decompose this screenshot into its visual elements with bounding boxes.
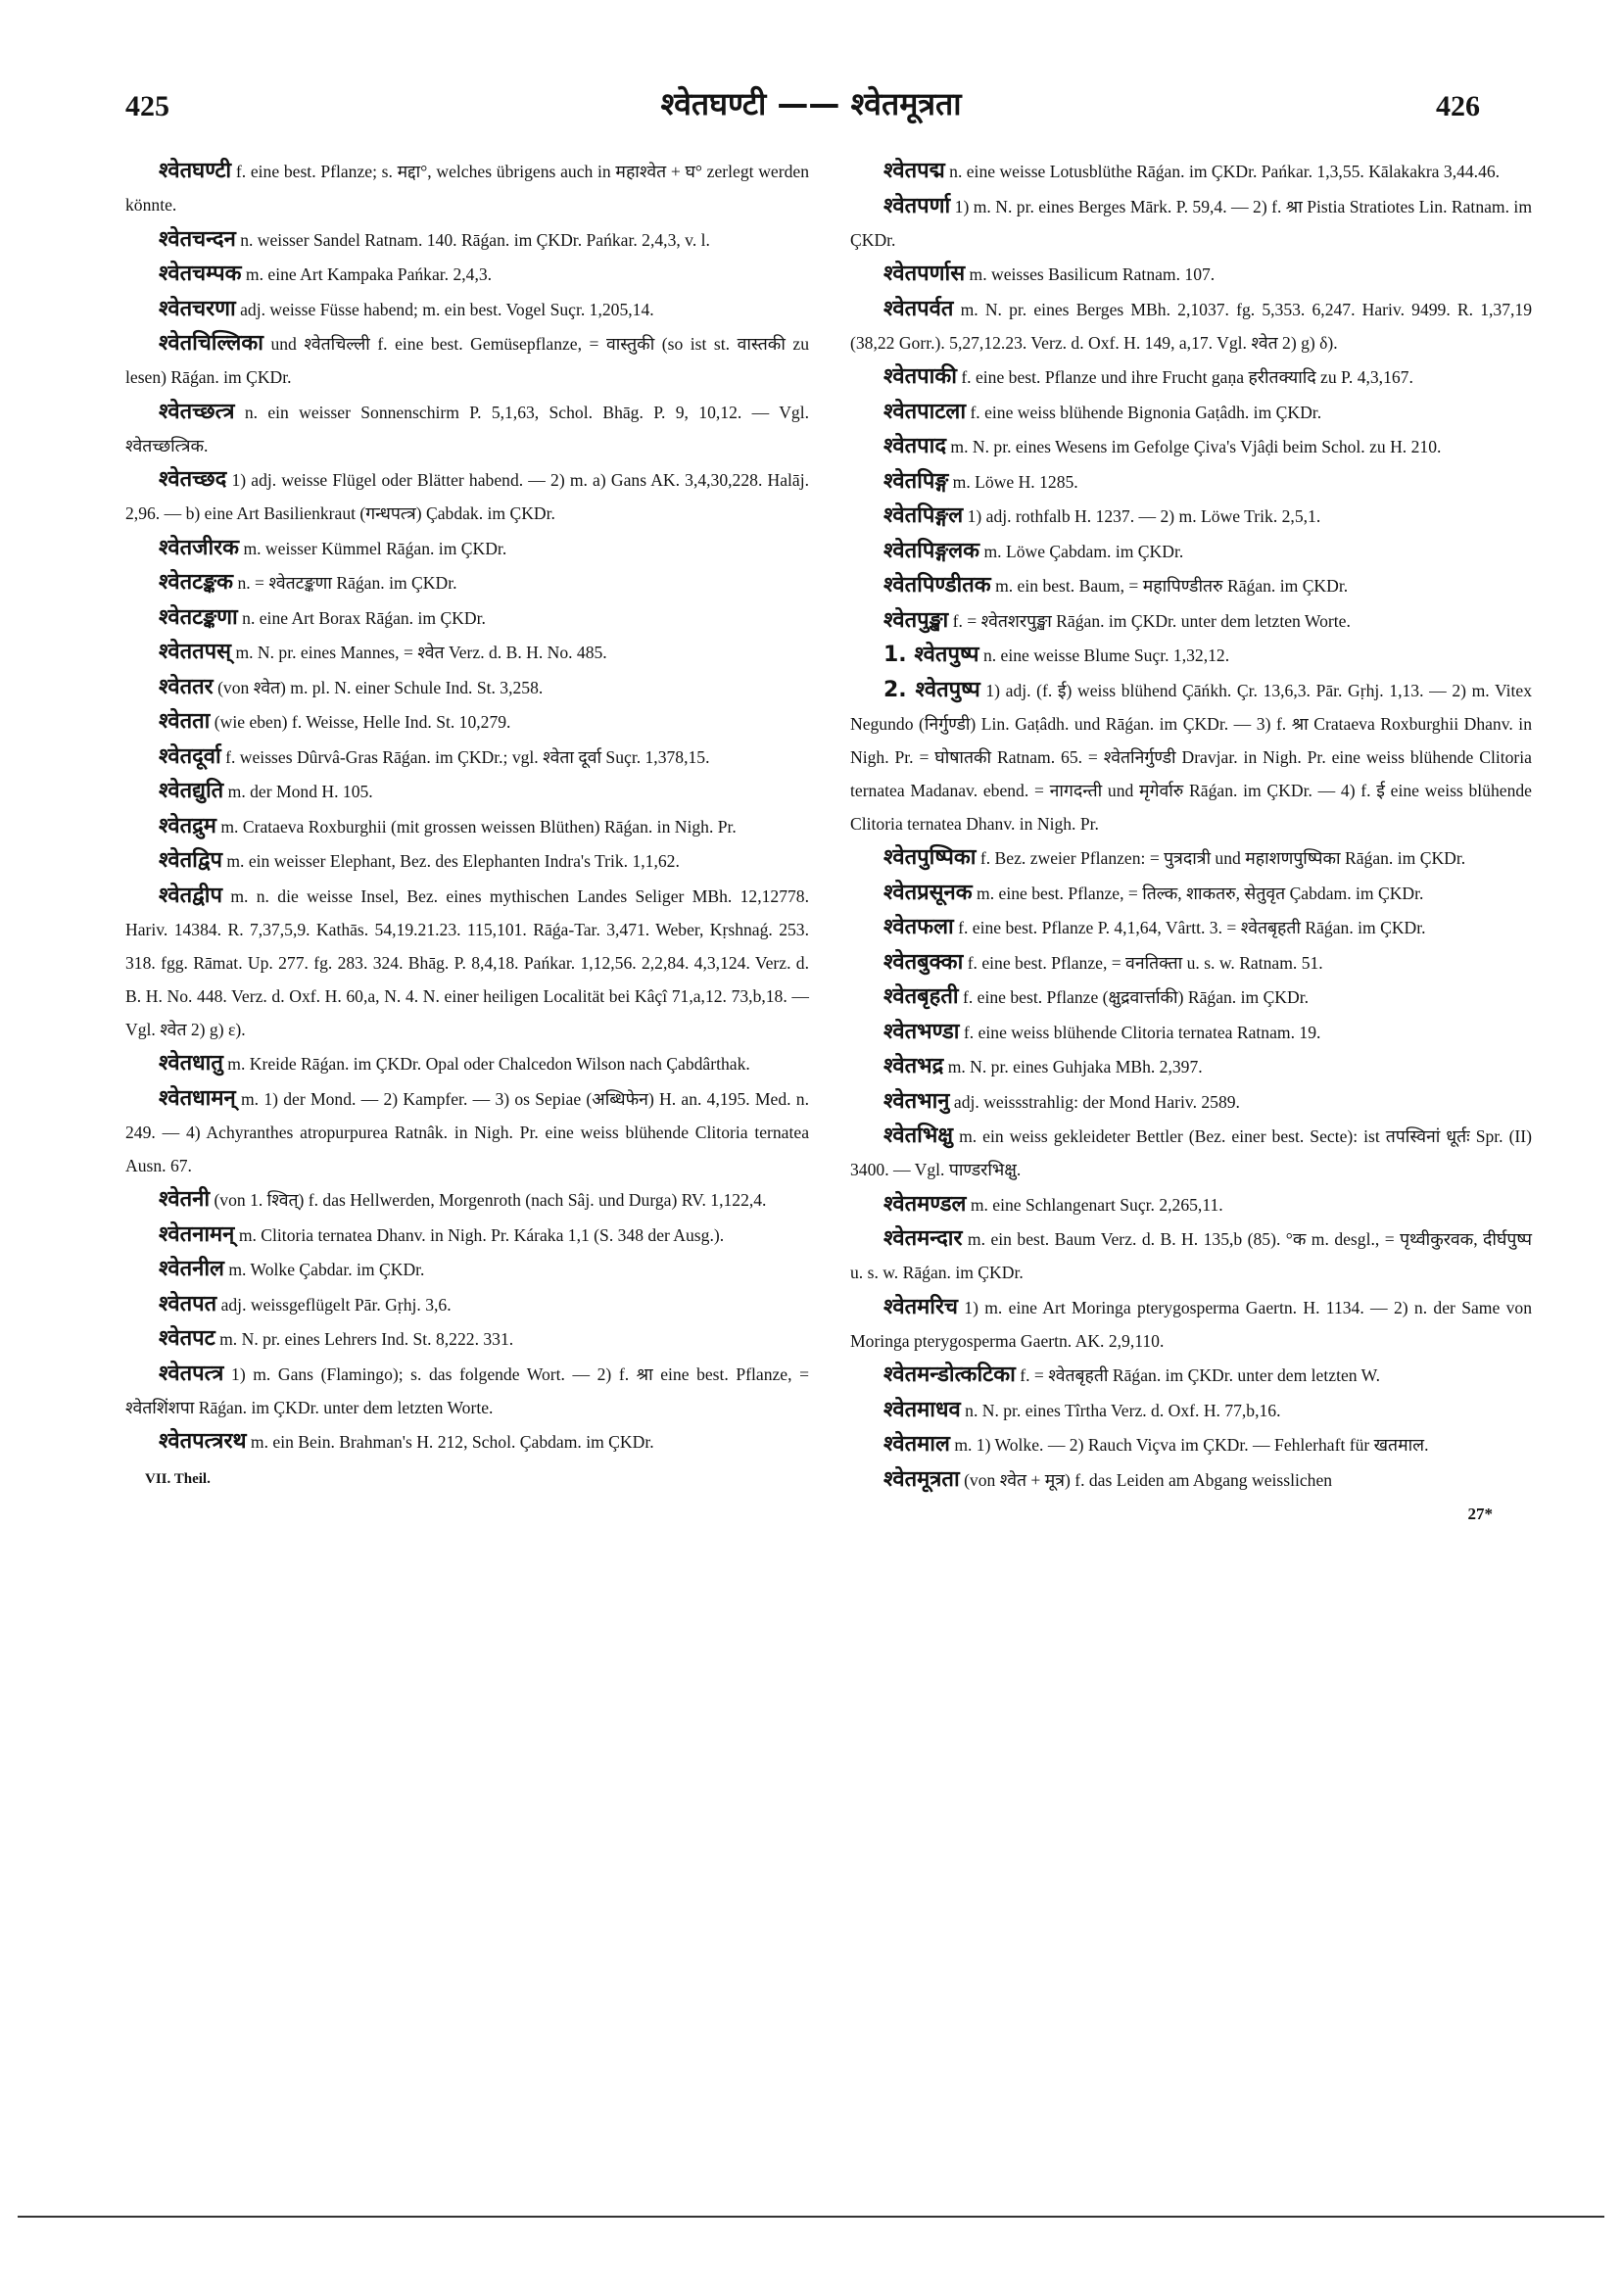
entry-headword: श्वेतपट — [159, 1326, 215, 1351]
entry-headword: श्वेतदूर्वा — [159, 743, 221, 769]
entry-definition: 1) adj. rothfalb H. 1237. — 2) m. Löwe Trik. 2,5,1. — [967, 506, 1321, 526]
left-column — [125, 155, 809, 1496]
dictionary-entry — [850, 360, 1532, 394]
entry-headword: श्वेतधामन् — [159, 1085, 236, 1111]
dictionary-entry — [125, 1219, 809, 1252]
running-title: श्वेतघण्टी —— श्वेतमूत्रता — [660, 85, 962, 122]
entry-headword: श्वेतद्विप — [159, 848, 222, 873]
entry-definition: adj. weissstrahlig: der Mond Hariv. 2589. — [953, 1091, 1240, 1112]
dictionary-entry — [125, 741, 809, 774]
entry-definition: m. ein Bein. Brahman's H. 212, Schol. Çabdam. im ÇKDr. — [250, 1432, 654, 1452]
entry-definition: n. eine weisse Lotusblüthe Rāǵan. im ÇKDr. Pańkar. 1,3,55. Kālakakra 3,44.46. — [949, 162, 1501, 181]
dictionary-entry — [850, 190, 1532, 257]
entry-headword: श्वेतभानु — [883, 1088, 950, 1114]
entry-definition: (von श्वेत) m. pl. N. einer Schule Ind. St. 3,258. — [217, 677, 544, 697]
entry-headword: श्वेतमन्डोत्कटिका — [883, 1363, 1016, 1387]
entry-headword: श्वेतमूत्रता — [883, 1466, 960, 1492]
dictionary-entry — [850, 1188, 1532, 1221]
dictionary-entry — [850, 258, 1532, 291]
entry-definition: f. eine best. Pflanze P. 4,1,64, Vârtt. 3. = श्वेतबृहती Rāǵan. im ÇKDr. — [958, 918, 1426, 937]
entry-definition: m. der Mond H. 105. — [227, 782, 373, 801]
entry-headword: श्वेतधातु — [159, 1051, 223, 1076]
entry-definition: 1) m. eine Art Moringa pterygosperma Gaertn. H. 1134. — 2) n. der Same von Moringa pterygosperma Gaertn. AK. 2,9,110. — [850, 1297, 1532, 1351]
dictionary-entry — [125, 775, 809, 808]
entry-headword: श्वेतमन्दार — [883, 1226, 963, 1251]
entry-headword: श्वेतपुङ्खा — [883, 607, 949, 633]
entry-definition: m. eine Schlangenart Suçr. 2,265,11. — [970, 1194, 1223, 1215]
dictionary-entry — [125, 705, 809, 739]
dictionary-entry — [850, 911, 1532, 944]
entry-headword: श्वेततपस् — [159, 640, 232, 664]
entry-definition: f. eine best. Pflanze, = वनतिक्ता u. s. w. Ratnam. 51. — [967, 952, 1323, 973]
entry-definition: adj. weisse Füsse habend; m. ein best. Vogel Suçr. 1,205,14. — [240, 299, 654, 319]
entry-headword: श्वेतप्रसूनक — [883, 880, 973, 905]
entry-definition: f. Bez. zweier Pflanzen: = पुत्रदात्री und महाशणपुष्पिका Rāǵan. im ÇKDr. — [979, 848, 1466, 868]
dictionary-entry — [850, 465, 1532, 499]
dictionary-entry — [125, 1288, 809, 1321]
entry-headword: श्वेतनामन् — [159, 1221, 235, 1247]
dictionary-entry — [850, 1222, 1532, 1289]
dictionary-entry — [850, 1359, 1532, 1392]
entry-headword: श्वेतमाल — [883, 1432, 950, 1457]
dictionary-entry — [125, 566, 809, 599]
dictionary-entry — [850, 1120, 1532, 1186]
dictionary-entry — [850, 1085, 1532, 1119]
dictionary-entry — [850, 1016, 1532, 1049]
dictionary-entry — [850, 500, 1532, 533]
entry-headword: श्वेतचन्दन — [159, 226, 236, 252]
entry-headword: श्वेतपत — [159, 1291, 217, 1316]
dictionary-entry — [125, 636, 809, 669]
entry-definition: m. n. die weisse Insel, Bez. eines mythischen Landes Seliger MBh. 12,12778. Hariv. 14384. R. 7,37,5,9. Kathās. 54,19.21.23. 115,101. Rāǵa-Tar. 3,471. Weber, Kṛshnaǵ. 253. 318. fgg. Rāmat. Up. 277. fg. 283. 324. Bhāg. P. 8,4,18. Pańkar. 1,12,56. 2,2,84. 4,3,124. Verz. d. B. H. No. 448. Verz. d. Oxf. H. 60,a, N. 4. N. einer heiligen Localität bei Kâçî 71,a,12. 73,b,18. — Vgl. श्वेत 2) g) ε). — [125, 885, 810, 1039]
page-number-right: 426 — [1436, 90, 1480, 122]
entry-headword: श्वेतफला — [883, 915, 954, 939]
entry-headword: श्वेतपिण्डीतक — [883, 573, 991, 598]
entry-definition: m. Wolke Çabdar. im ÇKDr. — [228, 1260, 425, 1279]
entry-definition: (von 1. श्वित्) f. das Hellwerden, Morgenroth (nach Sâj. und Durga) RV. 1,122,4. — [214, 1190, 767, 1210]
dictionary-entry — [850, 946, 1532, 980]
page-number-left: 425 — [125, 90, 169, 122]
entry-definition: m. Löwe H. 1285. — [952, 471, 1078, 492]
dictionary-entry — [850, 155, 1532, 188]
entry-headword: श्वेतपिङ्गल — [883, 503, 964, 528]
entry-headword: श्वेतभण्डा — [883, 1019, 960, 1044]
entry-definition: m. ein weisser Elephant, Bez. des Elephanten Indra's Trik. 1,1,62. — [226, 851, 680, 871]
entry-headword: श्वेतबृहती — [883, 984, 959, 1009]
dictionary-entry — [125, 463, 809, 530]
dictionary-entry — [850, 1050, 1532, 1083]
entry-definition: m. weisses Basilicum Ratnam. 107. — [969, 264, 1216, 284]
entry-headword: श्वेतमण्डल — [883, 1191, 967, 1217]
entry-headword: श्वेतभद्र — [883, 1054, 944, 1078]
entry-definition: und श्वेतचिल्ली f. eine best. Gemüsepflanze, = वास्तुकी (so ist st. वास्तकी zu lesen) Rāǵan. im ÇKDr. — [125, 334, 809, 387]
entry-definition: n. = श्वेतटङ्कणा Rāǵan. im ÇKDr. — [237, 573, 457, 593]
dictionary-entry — [125, 1082, 809, 1182]
entry-headword: श्वेतपत्त्ररथ — [159, 1429, 247, 1454]
entry-definition: m. ein best. Baum Verz. d. B. H. 135,b (85). °क m. desgl., = पृथ्वीकुरवक, दीर्घपुष्प u. s. w. Rāǵan. im ÇKDr. — [850, 1229, 1532, 1282]
entry-headword: श्वेतपर्णास — [883, 262, 966, 286]
dictionary-entry — [125, 1425, 809, 1459]
entry-headword: श्वेतच्छत्त्र — [159, 399, 235, 424]
dictionary-entry — [125, 396, 809, 462]
entry-definition: m. 1) Wolke. — 2) Rauch Viçva im ÇKDr. — Fehlerhaft für खतमाल. — [954, 1435, 1429, 1455]
signature-mark: 27* — [1467, 1505, 1493, 1523]
entry-headword: श्वेतचिल्लिका — [159, 331, 263, 356]
entry-definition: m. weisser Kümmel Rāǵan. im ÇKDr. — [243, 538, 507, 558]
dictionary-entry — [850, 604, 1532, 638]
dictionary-entry — [850, 1291, 1532, 1358]
entry-headword: श्वेतद्वीप — [159, 883, 222, 908]
dictionary-entry — [850, 535, 1532, 568]
entry-definition: m. ein best. Baum, = महापिण्डीतरु Rāǵan. im ÇKDr. — [995, 576, 1349, 596]
entry-definition: (wie eben) f. Weisse, Helle Ind. St. 10,279. — [214, 712, 511, 732]
entry-headword: श्वेतपर्णा — [883, 193, 951, 218]
entry-definition: m. Kreide Rāǵan. im ÇKDr. Opal oder Chalcedon Wilson nach Çabdârthak. — [227, 1054, 750, 1074]
entry-headword: श्वेतचम्पक — [159, 262, 242, 286]
entry-headword: श्वेतबुक्का — [883, 949, 964, 975]
entry-headword: श्वेतपत्त्र — [159, 1361, 224, 1386]
entry-definition: n. eine Art Borax Rāǵan. im ÇKDr. — [242, 607, 486, 628]
entry-headword: श्वेतच्छद — [159, 467, 227, 492]
dictionary-entry — [125, 671, 809, 704]
dictionary-entry — [850, 1463, 1532, 1497]
dictionary-entry — [125, 880, 809, 1046]
entry-headword: श्वेतपर्वत — [883, 296, 954, 321]
entry-definition: f. eine best. Pflanze (क्षुद्रवार्त्ताकी) Rāǵan. im ÇKDr. — [963, 987, 1310, 1007]
entry-headword: श्वेतघण्टी — [159, 159, 232, 183]
entry-headword: 2. श्वेतपुष्प — [883, 677, 980, 702]
dictionary-entry — [850, 1428, 1532, 1461]
dictionary-entry — [125, 601, 809, 635]
entry-headword: श्वेतपद्म — [883, 159, 945, 183]
dictionary-entry — [850, 430, 1532, 463]
dictionary-entry — [850, 841, 1532, 875]
entry-definition: m. N. pr. eines Lehrers Ind. St. 8,222. 331. — [219, 1329, 514, 1349]
entry-headword: श्वेतता — [159, 709, 211, 734]
entry-definition: f. eine best. Pflanze und ihre Frucht gaṇa हरीतक्यादि zu P. 4,3,167. — [961, 367, 1413, 387]
entry-definition: m. Crataeva Roxburghii (mit grossen weissen Blüthen) Rāǵan. in Nigh. Pr. — [220, 816, 737, 837]
volume-footer: VII. Theil. — [145, 1471, 211, 1487]
entry-headword: श्वेतमरिच — [883, 1294, 958, 1319]
entry-headword: श्वेतचरणा — [159, 296, 236, 321]
dictionary-entry — [125, 1358, 809, 1424]
entry-definition: m. N. pr. eines Guhjaka MBh. 2,397. — [947, 1057, 1203, 1076]
dictionary-entry — [850, 1394, 1532, 1427]
dictionary-entry — [125, 1322, 809, 1356]
dictionary-entry — [850, 877, 1532, 910]
dictionary-entry — [125, 327, 809, 394]
dictionary-entry — [125, 293, 809, 326]
entry-headword: श्वेतद्रुम — [159, 813, 216, 838]
entry-definition: m. ein weiss gekleideter Bettler (Bez. einer best. Secte): ist तपस्विनां धूर्तः Spr. (II) 3400. — Vgl. पाण्डरभिक्षु. — [850, 1126, 1533, 1179]
entry-definition: m. eine Art Kampaka Pańkar. 2,4,3. — [245, 264, 493, 284]
entry-headword: 1. श्वेतपुष्प — [883, 643, 979, 667]
dictionary-entry — [850, 639, 1532, 672]
entry-definition: m. N. pr. eines Mannes, = श्वेत Verz. d. B. H. No. 485. — [235, 643, 607, 662]
dictionary-entry — [850, 293, 1532, 359]
entry-headword: श्वेतद्युति — [159, 779, 224, 803]
dictionary-entry — [125, 258, 809, 291]
entry-definition: n. N. pr. eines Tîrtha Verz. d. Oxf. H. 77,b,16. — [965, 1400, 1281, 1420]
entry-headword: श्वेततर — [159, 674, 214, 699]
entry-headword: श्वेतनी — [159, 1187, 211, 1212]
entry-definition: m. eine best. Pflanze, = तिल्क, शाकतरु, सेतुवृत Çabdam. im ÇKDr. — [977, 883, 1424, 903]
entry-definition: m. Clitoria ternatea Dhanv. in Nigh. Pr. Káraka 1,1 (S. 348 der Ausg.). — [238, 1224, 725, 1245]
dictionary-entry — [850, 674, 1532, 840]
entry-definition: 1) adj. weisse Flügel oder Blätter habend. — 2) m. a) Gans AK. 3,4,30,228. Halāj. 2,96. — b) eine Art Basilienkraut (गन्धपत्त्र) Çabdak. im ÇKDr. — [125, 470, 809, 523]
dictionary-entry — [125, 1253, 809, 1286]
entry-definition: f. = श्वेतशरपुङ्खा Rāǵan. im ÇKDr. unter dem letzten Worte. — [952, 610, 1351, 631]
entry-definition: n. ein weisser Sonnenschirm P. 5,1,63, Schol. Bhāg. P. 9, 10,12. — Vgl. श्वेतच्छत्त्रिक. — [125, 402, 809, 455]
entry-definition: 1) adj. (f. ई) weiss blühend Çāńkh. Çr. 13,6,3. Pār. Gṛhj. 1,13. — 2) m. Vitex Negundo (निर्गुण्डी) Lin. Gaṭâdh. und Rāǵan. im ÇKDr. — 3) f. श्रा Crataeva Roxburghii Dhanv. in Nigh. Pr. = घोषातकी Ratnam. 65. = श्वेतनिर्गुण्डी Dravjar. in Nigh. Pr. eine weiss blühende Clitoria ternatea Madanav. ebend. = नागदन्ती und मृगेर्वारु Rāǵan. im ÇKDr. — 4) f. ई eine weiss blühende Clitoria ternatea Dhanv. in Nigh. Pr. — [850, 680, 1533, 834]
entry-definition: 1) m. Gans (Flamingo); s. das folgende Wort. — 2) f. श्रा eine best. Pflanze, = श्वेतशिंशपा Rāǵan. im ÇKDr. unter dem letzten Worte. — [125, 1363, 809, 1417]
entry-definition: f. weisses Dûrvâ-Gras Rāǵan. im ÇKDr.; vgl. श्वेता दूर्वा Suçr. 1,378,15. — [225, 746, 710, 767]
bottom-rule — [18, 2216, 1604, 2218]
dictionary-entry — [125, 1047, 809, 1080]
entry-headword: श्वेतभिक्षु — [883, 1124, 954, 1148]
entry-definition: f. = श्वेतबृहती Rāǵan. im ÇKDr. unter dem letzten W. — [1020, 1365, 1381, 1385]
entry-definition: m. N. pr. eines Berges MBh. 2,1037. fg. 5,353. 6,247. Hariv. 9499. R. 1,37,19 (38,22 Gorr.). 5,27,12.23. Verz. d. Oxf. H. 149, a,17. Vgl. श्वेत 2) g) δ). — [850, 299, 1532, 353]
entry-definition: m. 1) der Mond. — 2) Kampfer. — 3) os Sepiae (अब्धिफेन) H. an. 4,195. Med. n. 249. — 4) Achyranthes atropurpurea Ratnâk. in Nigh. Pr. eine weiss blühende Clitoria ternatea Ausn. 67. — [125, 1088, 810, 1175]
entry-headword: श्वेतजीरक — [159, 535, 240, 560]
dictionary-entry — [125, 1183, 809, 1217]
dictionary-entry — [850, 396, 1532, 429]
dictionary-entry — [125, 844, 809, 878]
entry-headword: श्वेतमाधव — [883, 1397, 961, 1422]
dictionary-entry — [125, 223, 809, 257]
entry-headword: श्वेतनील — [159, 1257, 224, 1281]
dictionary-entry — [850, 569, 1532, 602]
entry-headword: श्वेतपिङ्ग — [883, 468, 949, 494]
entry-headword: श्वेतटङ्कणा — [159, 604, 238, 630]
entry-headword: श्वेतटङ्कक — [159, 570, 234, 595]
entry-definition: m. N. pr. eines Wesens im Gefolge Çiva's Vjâḍi beim Schol. zu H. 210. — [950, 437, 1442, 456]
entry-definition: f. eine weiss blühende Bignonia Gaṭâdh. im ÇKDr. — [970, 402, 1322, 422]
entry-definition: n. weisser Sandel Ratnam. 140. Rāǵan. im ÇKDr. Pańkar. 2,4,3, v. l. — [240, 229, 710, 250]
entry-definition: (von श्वेत + मूत्र) f. das Leiden am Abgang weisslichen — [964, 1469, 1333, 1490]
entry-definition: f. eine weiss blühende Clitoria ternatea Ratnam. 19. — [963, 1022, 1321, 1042]
dictionary-entry — [850, 981, 1532, 1014]
entry-definition: f. eine best. Pflanze; s. मद्दा°, welches übrigens auch in महाश्वेत + घ° zerlegt werden könnte. — [125, 162, 809, 215]
entry-headword: श्वेतपाकी — [883, 364, 957, 389]
dictionary-entry — [125, 810, 809, 843]
entry-definition: n. eine weisse Blume Suçr. 1,32,12. — [982, 646, 1230, 665]
right-column — [850, 155, 1532, 1531]
dictionary-entry — [125, 532, 809, 565]
entry-headword: श्वेतपाटला — [883, 399, 967, 424]
entry-definition: m. Löwe Çabdam. im ÇKDr. — [983, 541, 1184, 561]
entry-headword: श्वेतपाद — [883, 434, 946, 458]
entry-headword: श्वेतपुष्पिका — [883, 845, 977, 870]
entry-headword: श्वेतपिङ्गलक — [883, 538, 980, 563]
dictionary-entry — [125, 155, 809, 221]
entry-definition: adj. weissgeflügelt Pār. Gṛhj. 3,6. — [220, 1294, 452, 1315]
entry-definition: 1) m. N. pr. eines Berges Mārk. P. 59,4. — 2) f. श्रा Pistia Stratiotes Lin. Ratnam. im ÇKDr. — [850, 196, 1533, 250]
